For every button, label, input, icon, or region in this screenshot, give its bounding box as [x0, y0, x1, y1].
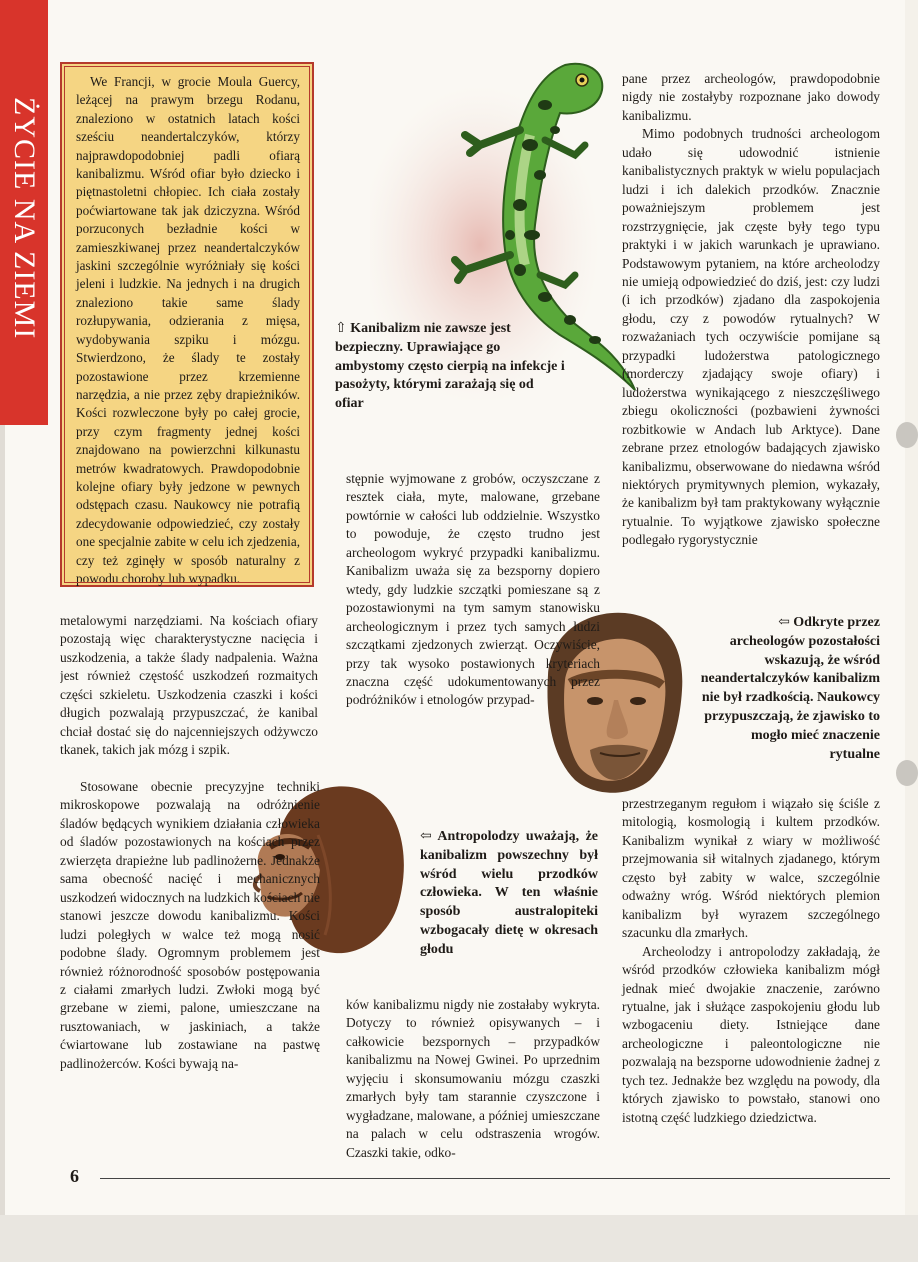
- column-2-bottom: [346, 996, 600, 1162]
- caption-neanderthal: ⇦ Odkryte przez archeologów pozostałości wskazują, że wśród neandertalczyków kanibalizm nie był rzadkością. Naukowcy przypuszczają, że zjawisko to mogło mieć znaczenie rytualne: [700, 615, 880, 762]
- caption-salamander: ⇧ Kanibalizm nie zawsze jest bezpieczny. Uprawiające go ambystomy często cierpią na infekcje i pasożyty, którymi zarażają się od ofiar: [335, 321, 565, 412]
- col1-paragraph-1: metalowymi narzędziami. Na kościach ofiary pozostają więc charakterystyczne nacięcia i uszkodzenia, a także ślady nadpalenia. Ważna jest również częstość uszkodzeń rozmaitych części szkieletu. Uszkodzenia czaszki i kości długich pozwalają przypuszczać, że kanibal chciał dostać się do najcenniejszych odżywczo tkanek, takich jak mózg i szpik.: [60, 613, 318, 758]
- col3-top-paragraph-2: Mimo podobnych trudności archeologom udało się udowodnić istnienie kanibalistycznych praktyk w wielu populacjach ludzi i ich dalekich przodków. Znacznie poważniejszym problemem jest rozstrzygnięcie, jak częste były tego typu praktyki i w jakich warunkach je uprawiano. Podstawowym pytaniem, na które archeolodzy nie umieją odpowiedzieć do dziś, jest: czy ludzi (i ich przodków) zjadano dla zaspokojenia głodu, czy z powodów rytualnych? W rozważaniach tych oczywiście pomijane są przypadki ludożerstwa patologicznego (morderczy zjadający swoje ofiary) i ludożerstwa wynikającego z nieszczęśliwego zbiegu okoliczności (pozbawieni żywności rozbitkowie w Andach lub Arktyce). Dane zebrane przez etnologów badających zjawisko kanibalizmu, obserwowane do niedawna wśród niektórych prymitywnych plemion, wykazały, że kanibalizm był tam praktykowany wyłącznie rytualnie. To wyjątkowe zjawisko społeczne podlegało rygorystycznie: [622, 126, 880, 548]
- binder-hole-bottom: [896, 760, 918, 786]
- col3-bottom-paragraph-2: Archeolodzy i antropolodzy zakładają, że wśród przodków człowieka kanibalizm mógł jednak mieć dwojakie znaczenie, zarówno rytualne, jak i służące zaspokojeniu głodu lub wzbogaceniu diety. Istniejące dane archeologiczne i paleontologiczne nie pozwalają na bezsporne udowodnienie żadnej z tych tez. Jednakże bez względu na powody, dla których zjawisko to powstało, stanowi ono istotną część ludzkiego dziedzictwa.: [622, 943, 880, 1125]
- sidebar-box: [60, 62, 314, 587]
- caption-australopith: ⇦ Antropolodzy uważają, że kanibalizm powszechny był wśród wielu przodków człowieka. W ten właśnie sposób australopiteki wzbogacały dietę w okresach głodu: [420, 829, 598, 957]
- col3-bottom-paragraph-1: przestrzeganym regułom i wiązało się ściśle z mitologią, kosmologią i kultem przodków. Kanibalizm wynikał z wiary w możliwość przejmowania sił witalnych zjadanego, którym często był zabity w walce, szczególnie odważny wróg. Wśród niektórych plemion kanibalizm był wyrazem szczególnego szacunku dla zmarłych.: [622, 796, 880, 941]
- column-1-continued: [60, 778, 320, 1073]
- column-3-bottom: [622, 795, 880, 1127]
- binder-hole-top: [896, 422, 918, 448]
- section-tab-label: ŻYCIE NA ZIEMI: [8, 96, 41, 340]
- column-1: [60, 612, 318, 780]
- column-2: [346, 470, 600, 710]
- page-number: 6: [70, 1166, 79, 1186]
- col2-top-text: stępnie wyjmowane z grobów, oczyszczane z resztek ciała, myte, malowane, grzebane powtórnie w całości lub oddzielnie. Wszystko to powoduje, że często trudno jest archeologom wykryć przypadki kanibalizmu. Kanibalizm uważa się za bezsporny dopiero wtedy, gdy ludzkie szczątki pomieszane są z pozostawionymi na tym samym stanowisku archeologicznym i przez tych samych ludzi szczątkami zjedzonych zwierząt. Oczywiście, przy tak wysoko postawionych kryteriach znaczna część udokumentowanych przez podróżników i etnologów przypad-: [346, 471, 600, 708]
- column-3: [622, 70, 880, 550]
- col1-paragraph-2: Stosowane obecnie precyzyjne techniki mikroskopowe pozwalają na odróżnienie śladów będących wynikiem działania człowieka od śladów pozostawionych na kościach przez zwierzęta drapieżne lub padlinożerne. Jednakże sama obecność nacięć i mechanicznych uszkodzeń widocznych na ludzkich kościach nie stanowi jeszcze dowodu kanibalizmu. Kości ludzi poległych w walce też mogą nosić podobne ślady. Ogromnym problemem jest również różnorodność sposobów postępowania z ciałami zmarłych ludzi. Zwłoki mogą być grzebane w ziemi, palone, umieszczane na rusztowaniach, w jaskiniach, a także ćwiartowane lub zostawiane na pastwę padlinożerców. Kości bywają na-: [60, 779, 320, 1071]
- scan-margin: [0, 1215, 918, 1262]
- sidebar-box-text: We Francji, w grocie Moula Guercy, leżącej na prawym brzegu Rodanu, znaleziono w ostatnich latach kości sześciu neandertalczyków, którzy najprawdopodobniej padli ofiarą kanibalizmu. Wśród ofiar było dziecko i piętnastoletni chłopiec. Ich ciała zostały poćwiartowane tak jak dziczyzna. Wśród porzuconych bezładnie kości w zamieszkiwanej przez neandertalczyków jaskini szczególnie wyróżniały się kości jeleni i ludzkie. Na jednych i na drugich znaleziono takie same ślady rozłupywania, odzierania z mięsa, wydobywania szpiku i mózgu. Stwierdzono, że ślady te zostały pozostawione przez krzemienne narzędzia, a nie przez zęby drapieżników. Kości rozwleczone były po całej grocie, przy czym fragmenty jednej kości znajdowano na powierzchni kilkunastu metrów kwadratowych. Prawdopodobnie kolejne ofiary były jedzone w pewnych odstępach czasu. Naukowcy nie potrafią zdecydowanie odpowiedzieć, czy zostały one specjalnie zabite w celu ich zjedzenia, czy też zginęły w sposób naturalny z powodu choroby lub wypadku.: [76, 74, 300, 586]
- col2-bottom-text: ków kanibalizmu nigdy nie zostałaby wykryta. Dotyczy to również opisywanych – i całkowicie bezspornych – przypadków kanibalizmu na Nowej Gwinei. Po uprzednim wyjęciu i skonsumowaniu mózgu czaszki zmarłych były tam starannie czyszczone i wygładzane, malowane, a później umieszczane na palach w celu odstraszenia wrogów. Czaszki takie, odko-: [346, 997, 600, 1160]
- footer-rule: [100, 1178, 890, 1179]
- section-tab: [0, 0, 48, 425]
- col3-top-paragraph-1: pane przez archeologów, prawdopodobnie nigdy nie zostałyby rozpoznane jako dowody kanibalizmu.: [622, 71, 880, 123]
